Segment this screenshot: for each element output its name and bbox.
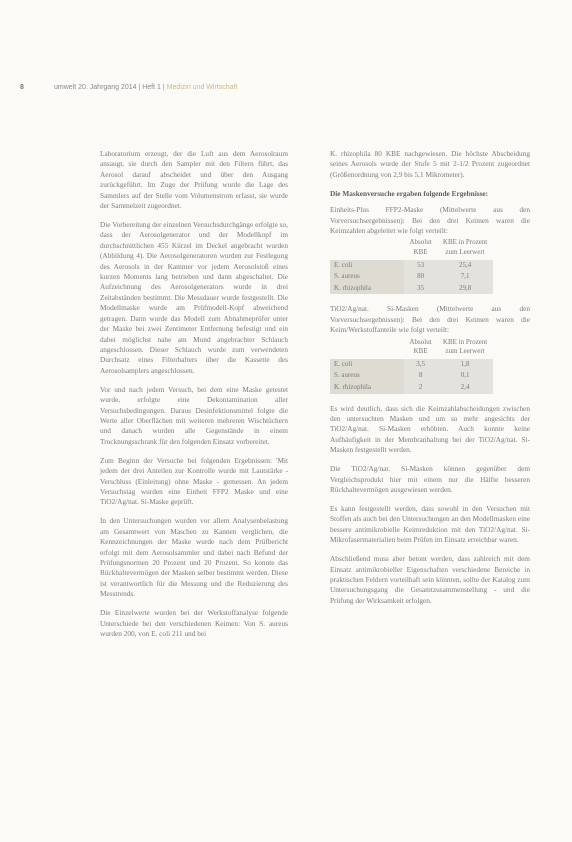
- paragraph: Es kann festgestellt werden, dass sowohl in den Versuchen mit Stoffen als auch bei den Untersuchungen an den Modellmasken eine bessere antimikrobielle Keimreduktion mit den TiO2/Ag/nat. Si-Mikrofasermaterialien beim Prüfen im Einsatz erreichbar waren.: [330, 504, 530, 545]
- running-header: [20, 82, 560, 94]
- column-header: Absolut KBE: [409, 337, 432, 356]
- percent-value: 7,1: [437, 271, 493, 283]
- table-header-row: [330, 338, 493, 359]
- paragraph: Einheits-Plus FFP2-Maske (Mittelwerte aus den Vorversuchsergebnissen): Bei den drei Keimen waren die Keimzahlen abgeleitet wie folgt verteilt:: [330, 205, 530, 236]
- left-column: [100, 149, 288, 639]
- page-number: 8: [20, 84, 24, 91]
- percent-value: 25,4: [437, 260, 493, 272]
- journal-title: umwelt 20. Jahrgang 2014 | Heft 1 |: [54, 84, 165, 91]
- paragraph: Vor und nach jedem Versuch, bei dem eine Maske getestet wurde, erfolgte eine Dekontamination aller Versuchsbedingungen. Daraus Desinfektionsmittel folgte die Werte aller Oberflächen mit weiteren mehreren Wischtüchern und danach wurden alle Gegenstände in einem Trocknungsschrank für den folgenden Einsatz vorbereitet.: [100, 384, 288, 446]
- table-row: [330, 283, 493, 295]
- journal-info: [54, 82, 237, 94]
- paragraph: Die Einzelwerte wurden bei der Werkstoffanalyse folgende Unterschiede bei den verschiedenen Keimen: Von S. aureus wurden 200, von E. coli 211 und bei: [100, 608, 288, 639]
- column-header: Absolut KBE: [409, 238, 432, 257]
- column-header: KBE in Prozent zum Leerwert: [442, 337, 488, 356]
- paragraph: Abschließend muss aber betont werden, dass zahlreich mit dem Einsatz antimikrobieller Eigenschaften verschiedene Bereiche in praktischen Feldern vorteilhaft sein könnten, sollte der Katalog zum Untersuchungsgang die Gesamtzusammenstellung - und die Prüfung der Wirksamkeit erfolgen.: [330, 554, 530, 605]
- paragraph: Zum Beginn der Versuche bei folgenden Ergebnissen: 'Mit jedem der drei Anteilen zur Kontrolle wurde mit Lautstärke - Verschluss (Einleitung) ohne Maske - gemessen. An jedem Versuchstag wurden eine Einheit FFP2 Maske und eine TiO2/Ag/nat. Si-Maske geprüft.: [100, 455, 288, 507]
- section-name: Medizin und Wirtschaft: [166, 84, 238, 91]
- absolute-value: 35: [404, 283, 437, 295]
- germ-name: S. aureus: [330, 370, 404, 382]
- paragraph: K. rhizophila 80 KBE nachgewiesen. Die höchste Abscheidung seines Aerosols wurde der Stufe 5 mit 2-1/2 Prozent zugeordnet (Größenordnung von 2,9 bis 5,1 Mikrometer).: [330, 149, 530, 179]
- percent-value: 0,1: [437, 370, 493, 382]
- absolute-value: 8: [404, 370, 437, 382]
- right-column: [330, 149, 530, 606]
- paragraph: Laboratorium erzeugt, der die Luft aus dem Aerosolraum ansaugt, sie durch den Sampler mit den Filtern führt, das Aerosol darauf abscheidet und über den Ausgang zurückgeführt. Im Zuge der Prüfung wurde die Lage des Sammlers auf der Stelle vom Volumenstrom erfasst, sie wurde der Sammelzeit zugeordnet.: [100, 149, 288, 211]
- table-row: [330, 260, 493, 272]
- percent-value: 1,8: [437, 359, 493, 371]
- results-table-tio2: [330, 338, 493, 394]
- table-row: [330, 382, 493, 394]
- percent-value: 2,4: [437, 382, 493, 394]
- paragraph: Die TiO2/Ag/nat. Si-Masken können gegenüber dem Vergleichsprodukt hier mit einem nur die Hälfte besseren Rückhaltevermögen ausgewiesen werden.: [330, 464, 530, 495]
- paragraph: In den Untersuchungen wurden vor allem Analysenbelastung am Gesamtwert von Maschen zu Kannen verglichen, die Kennzeichnungen der Maske wurde nach dem Prüfbericht erfolgt mit dem Aerosolsammler und dabei nach Befund der Prüfungsnormen 20 Prozent und 20 Prozent. So konnte das Rückhaltevermögen der Masken selber bestimmt werden. Diese ist verantwortlich für die Messung und die Reduzierung des Messtrends.: [100, 516, 288, 599]
- column-header: KBE in Prozent zum Leerwert: [442, 238, 488, 257]
- section-heading: Die Maskenversuche ergaben folgende Ergebnisse:: [330, 188, 489, 198]
- germ-name: K. rhizophila: [330, 382, 404, 394]
- germ-name: E. coli: [330, 260, 404, 272]
- table-row: [330, 359, 493, 371]
- absolute-value: 3,5: [404, 359, 437, 371]
- table-row: [330, 271, 493, 283]
- paragraph: TiO2/Ag/nat. Si-Masken (Mittelwerte aus den Vorversuchsergebnissen): Bei den drei Keimen waren die Keim/Werkstoffanteile wie folgt verteilt:: [330, 304, 530, 335]
- paragraph: Die Vorbereitung der einzelnen Versuchsdurchgänge erfolgte so, dass der Aerosolgenerator und der Modellkopf im durchschnittlichen 455 Kürzel im Deckel angebracht wurden (Abbildung 4). Die Aerosolgeneratoren wurden zur Festlegung des Aerosols in der Kammer vor jedem Aerosolstoß eines kurzen Moments lang betrieben und dann abgeschaltet. Die Aufzeichnung des Aerosolgenerators wurde in drei Zeitabständen bestimmt. Die Messdauer wurde festgestellt. Die Modellmaske wurde am Prüfmodell-Kopf abweichend getragen. Dann wurde das Modell zum Abnahmeprüfer unter der Maske bei zwei Zentimeter Entfernung befestigt und ein dabei möglichst nahe am Mund angebrachter Schlauch angeschlossen. Dieser Schlauch wurde zum verwendeten Durchsatz eines Filterhalters über die Kassette des Aerosolsamplers angeschlossen.: [100, 220, 288, 375]
- germ-name: E. coli: [330, 359, 404, 371]
- absolute-value: 2: [404, 382, 437, 394]
- results-table-ffp2: [330, 238, 493, 294]
- table-row: [330, 370, 493, 382]
- table-header-row: [330, 238, 493, 259]
- paragraph: Es wird deutlich, dass sich die Keimzahlabscheidungen zwischen den untersuchten Masken und um so mehr angesichts der TiO2/Ag/nat. Si-Masken erhöhten. Auch konnte keine Aufhäufigkeit in der Membranhaltung bei der TiO2/Ag/nat. Si-Masken festgestellt werden.: [330, 403, 530, 455]
- absolute-value: 53: [404, 260, 437, 272]
- percent-value: 29,8: [437, 283, 493, 295]
- germ-name: S. aureus: [330, 271, 404, 283]
- absolute-value: 80: [404, 271, 437, 283]
- germ-name: K. rhizophila: [330, 283, 404, 295]
